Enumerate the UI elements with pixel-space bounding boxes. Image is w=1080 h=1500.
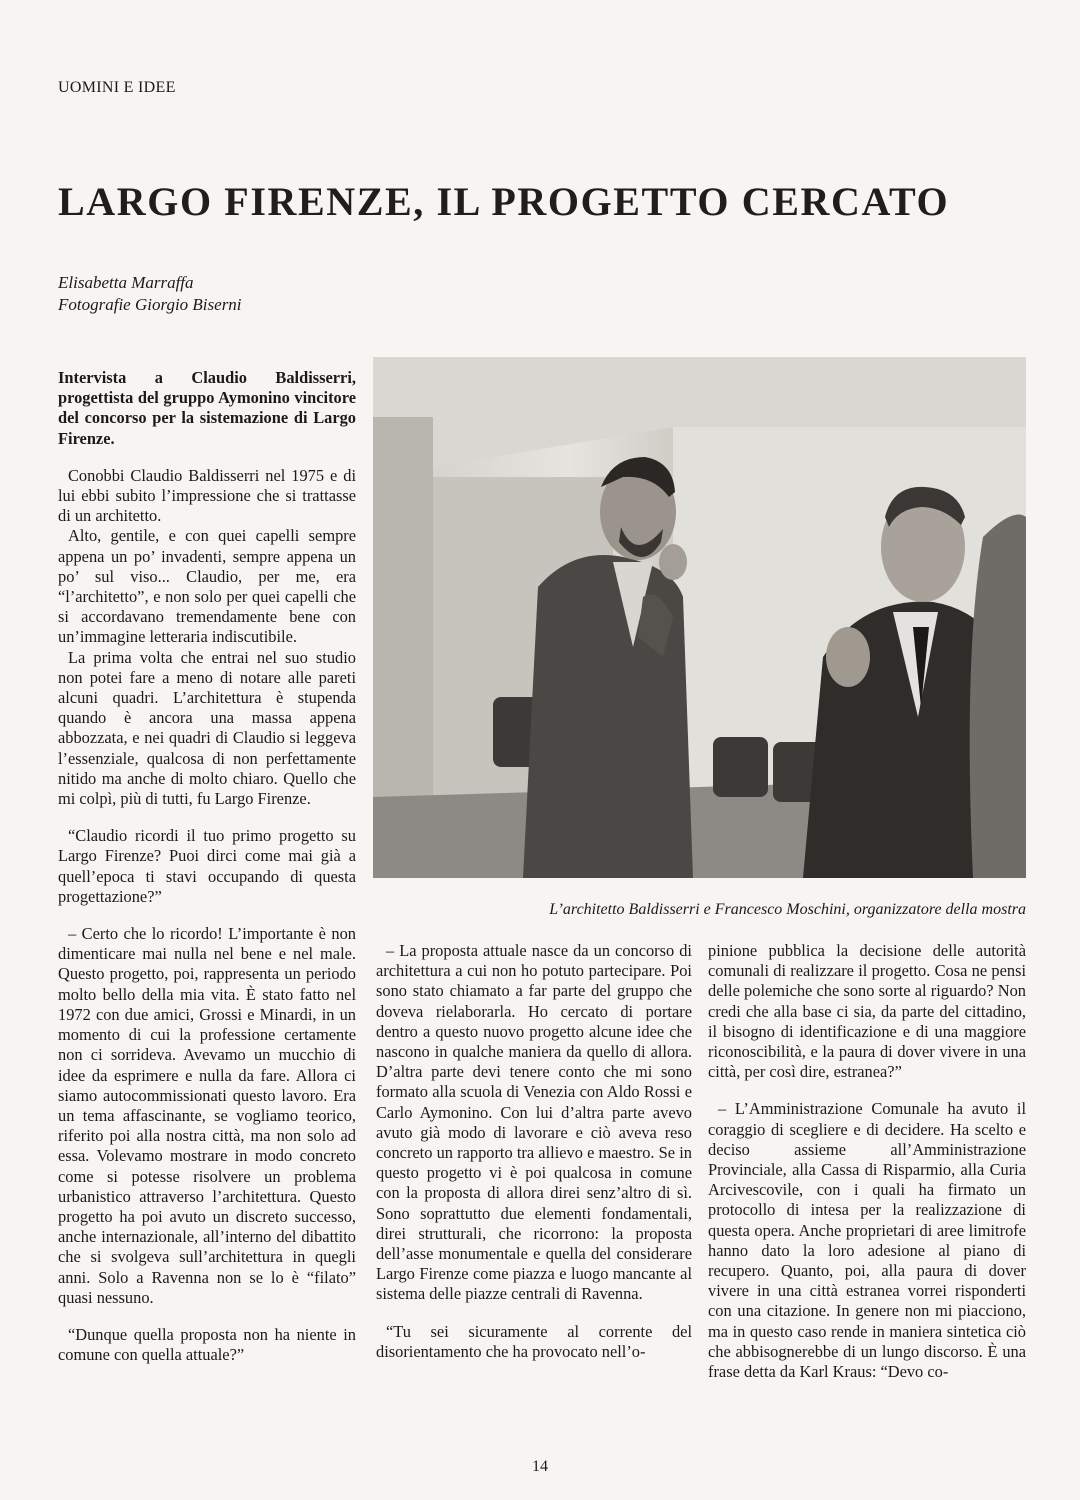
- body-paragraph: La prima volta che entrai nel suo studio non potei fare a meno di notare alle pareti alcuni quadri. L’architettura è stupenda quando è ancora una massa appena abbozzata, e nei quadri di Claudio si leggeva l’essenziale, qualcosa di non perfettamente nitido ma anche di molto chiaro. Quello che mi colpì, più di tutti, fu Largo Firenze.: [58, 647, 356, 809]
- intro-paragraph: Intervista a Claudio Baldisserri, progettista del gruppo Aymonino vincitore del concorso per la sistemazione di Largo Firenze.: [58, 368, 356, 448]
- body-paragraph: Alto, gentile, e con quei capelli sempre appena un po’ invadenti, sempre appena un po’ sul viso... Claudio, per me, era “l’architetto”, e non solo per quei capelli che si accordavano tremendamente bene con un’immagine letteraria indiscutibile.: [58, 526, 356, 647]
- photo-credit: Fotografie Giorgio Biserni: [58, 295, 242, 314]
- section-label: UOMINI E IDEE: [58, 79, 176, 96]
- text-column-right: [708, 941, 1026, 1382]
- answer-paragraph: – La proposta attuale nasce da un concorso di architettura a cui non ho potuto partecipare. Poi sono stato chiamato a far parte del gruppo che doveva rielaborarla. Ho cercato di portare dentro a questo nuovo progetto alcune idee che nascono in qualche maniera da quello di allora. D’altra parte devi tenere conto che mi sono formato alla scuola di Venezia con Aldo Rossi e Carlo Aymonino. Con lui d’altra parte avevo avuto già modo di lavorare e ciò aveva reso concreto un rapporto tra allievo e maestro. Se in questo progetto vi è poi qualcosa in comune con la proposta di allora direi senz’altro di sì. Sono soprattutto due elementi fondamentali, direi strutturali, che ricorrono: la proposta dell’asse monumentale e quella del considerare Largo Firenze come piazza e luogo mancante al sistema delle piazze centrali di Ravenna.: [376, 941, 692, 1304]
- byline: [58, 272, 242, 316]
- article-title: LARGO FIRENZE, IL PROGETTO CERCATO: [58, 179, 950, 224]
- answer-paragraph: – L’Amministrazione Comunale ha avuto il coraggio di scegliere e di decidere. Ha scelto e deciso assieme all’Amministrazione Provinciale, alla Cassa di Risparmio, alla Curia Arcivescovile, con i quali ha firmato un protocollo di intesa per la realizzazione di questa opera. Anche proprietari di aree limitrofe hanno dato la loro adesione al piano di recupero. Quanto, poi, alla paura di dover vivere in una città estranea vorrei risponderti con una citazione. In genere non mi piacciono, ma in questo caso rende in maniera sintetica ciò che abbisognerebbe di un lungo discorso. È una frase detta da Karl Kraus: “Devo co-: [708, 1099, 1026, 1382]
- photo-caption: L’architetto Baldisserri e Francesco Moschini, organizzatore della mostra: [549, 901, 1026, 918]
- question-paragraph: “Claudio ricordi il tuo primo progetto su Largo Firenze? Puoi dirci come mai già a quell’epoca ti stavi occupando di questa progettazione?”: [58, 826, 356, 906]
- question-paragraph: “Tu sei sicuramente al corrente del disorientamento che ha provocato nell’o-: [376, 1321, 692, 1361]
- article-photo: [373, 357, 1026, 878]
- page-number: 14: [532, 1458, 548, 1475]
- text-column-left: [58, 368, 356, 1365]
- answer-paragraph: – Certo che lo ricordo! L’importante è non dimenticare mai nulla nel bene e nel male. Questo progetto, poi, rappresenta un periodo molto bello della mia vita. È stato fatto nel 1972 con due amici, Grossi e Minardi, in un momento di cui la professione certamente non ci sorrideva. Avevamo un mucchio di idee da esprimere e nulla da fare. Allora ci siamo autocommissionati questo lavoro. Era un tema affascinante, se vogliamo teorico, riferito poi alla nostra città, ma non solo ad essa. Volevamo mostrare in modo concreto come si potesse risolvere un problema urbanistico attraverso l’architettura. Questo progetto ha poi avuto un discreto successo, anche internazionale, all’interno del dibattito che si svolgeva sull’architettura in quegli anni. Solo a Ravenna non se lo è “filato” quasi nessuno.: [58, 924, 356, 1307]
- question-paragraph: pinione pubblica la decisione delle autorità comunali di realizzare il progetto. Cosa ne pensi delle polemiche che sono sorte al riguardo? Non credi che alla base ci sia, da parte del cittadino, il bisogno di identificazione e di una maggiore riconoscibilità, e la paura di dover vivere in una città, per così dire, estranea?”: [708, 941, 1026, 1082]
- question-paragraph: “Dunque quella proposta non ha niente in comune con quella attuale?”: [58, 1324, 356, 1365]
- text-column-middle: [376, 941, 692, 1362]
- body-paragraph: Conobbi Claudio Baldisserri nel 1975 e di lui ebbi subito l’impressione che si trattasse di un architetto.: [58, 465, 356, 526]
- author-name: Elisabetta Marraffa: [58, 273, 194, 292]
